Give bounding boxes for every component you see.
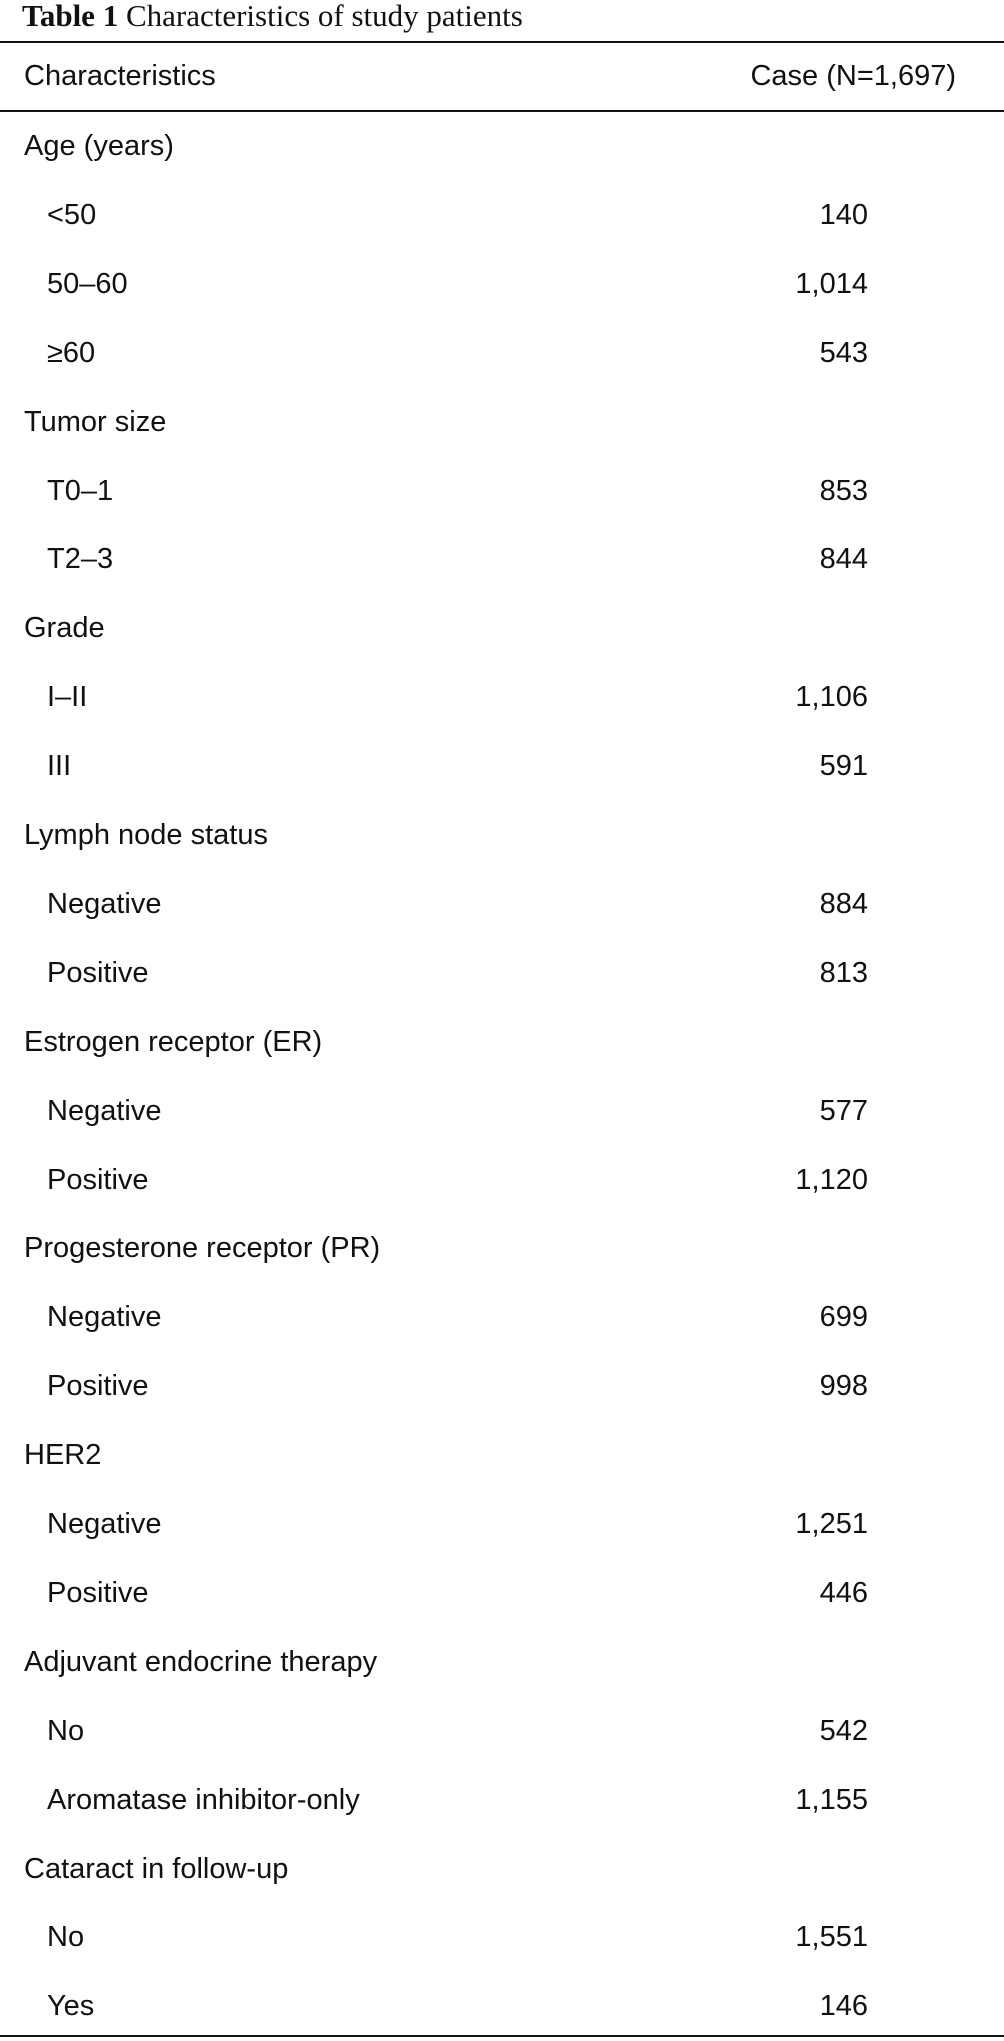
table-row: [0, 1077, 1004, 1146]
row-value: 998: [819, 1370, 868, 1403]
row-value: 1,120: [795, 1163, 868, 1196]
table-group-row: [0, 1008, 1004, 1077]
row-value: 853: [819, 474, 868, 507]
group-label: Age (years): [24, 130, 174, 162]
table-row: [0, 1146, 1004, 1215]
table-row: [0, 1283, 1004, 1352]
table-row: [0, 457, 1004, 526]
row-label: Positive: [47, 956, 149, 989]
group-label: Adjuvant endocrine therapy: [24, 1645, 378, 1678]
row-value: 1,014: [795, 267, 868, 300]
row-value: 543: [819, 336, 868, 369]
group-label: Progesterone receptor (PR): [24, 1232, 381, 1265]
table-row: [0, 1766, 1004, 1835]
group-label: Grade: [24, 612, 105, 645]
table-group-row: [0, 112, 1004, 181]
table-row: [0, 732, 1004, 801]
table-group-row: [0, 388, 1004, 457]
row-label: Negative: [47, 1508, 162, 1540]
table-row: [0, 319, 1004, 388]
row-value: 146: [819, 1990, 868, 2023]
group-label: Cataract in follow-up: [24, 1852, 289, 1885]
row-label: Negative: [47, 1094, 162, 1127]
row-label: Positive: [47, 1370, 149, 1403]
table-row: [0, 870, 1004, 939]
row-value: 140: [819, 198, 868, 231]
table-row: [0, 1352, 1004, 1421]
row-label: No: [47, 1921, 85, 1954]
row-label: T2–3: [47, 543, 114, 576]
row-label: Negative: [47, 1301, 162, 1334]
group-label: Lymph node status: [24, 819, 268, 851]
table-group-row: [0, 1421, 1004, 1490]
table-row: [0, 939, 1004, 1008]
row-value: 446: [819, 1576, 868, 1609]
row-label: I–II: [47, 681, 88, 714]
table-row: [0, 250, 1004, 319]
table-row: [0, 1697, 1004, 1766]
row-value: 1,551: [795, 1921, 868, 1954]
table-row: [0, 1490, 1004, 1559]
bottom-rule: [0, 2035, 1004, 2037]
table-group-row: [0, 1628, 1004, 1697]
row-label: Positive: [47, 1576, 149, 1609]
table-group-row: [0, 1214, 1004, 1283]
table-row: [0, 525, 1004, 594]
table-row: [0, 1972, 1004, 2041]
group-label: Estrogen receptor (ER): [24, 1025, 323, 1058]
row-value: 1,106: [795, 681, 868, 714]
row-label: T0–1: [47, 474, 114, 507]
row-label: ≥60: [47, 336, 96, 369]
row-label: No: [47, 1714, 85, 1747]
row-label: Positive: [47, 1163, 149, 1196]
table-group-row: [0, 594, 1004, 663]
table-row: [0, 181, 1004, 250]
table-row: [0, 1903, 1004, 1972]
group-label: Tumor size: [24, 405, 167, 438]
row-label: 50–60: [47, 267, 128, 300]
row-value: 577: [819, 1094, 868, 1127]
row-label: III: [47, 750, 72, 783]
row-value: 1,251: [795, 1508, 868, 1540]
group-label: HER2: [24, 1439, 102, 1472]
table-row: [0, 663, 1004, 732]
table-row: [0, 1559, 1004, 1628]
table-caption: [22, 0, 523, 36]
column-header-case: Case (N=1,697): [750, 60, 956, 92]
table-group-row: [0, 1835, 1004, 1904]
column-header-characteristics: Characteristics: [24, 60, 216, 92]
table-group-row: [0, 801, 1004, 870]
table-header-row: [0, 42, 1004, 111]
row-value: 884: [819, 887, 868, 920]
row-value: 813: [819, 956, 868, 989]
table-caption-title: Characteristics of study patients: [125, 0, 523, 33]
row-value: 542: [819, 1714, 868, 1747]
row-value: 591: [819, 750, 868, 783]
row-label: <50: [47, 198, 97, 231]
row-value: 699: [819, 1301, 868, 1334]
row-label: Yes: [47, 1990, 95, 2023]
row-label: Negative: [47, 887, 162, 920]
row-value: 1,155: [795, 1783, 868, 1816]
table-caption-label: Table 1: [22, 0, 119, 33]
row-value: 844: [819, 543, 868, 576]
row-label: Aromatase inhibitor-only: [47, 1783, 360, 1816]
